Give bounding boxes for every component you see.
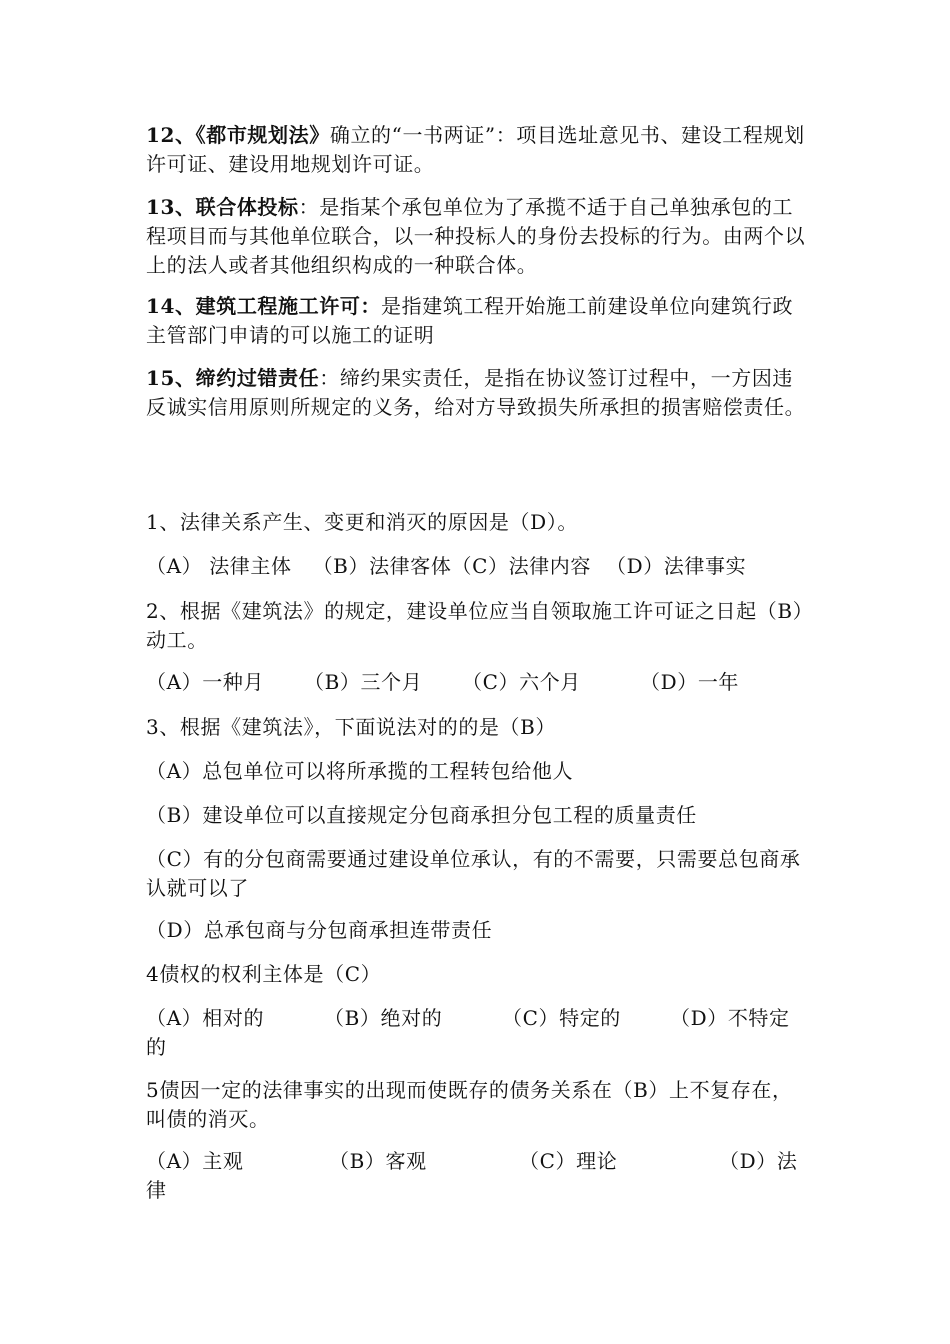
- question-2-options: [146, 668, 810, 697]
- option-a: （A） 法律主体: [146, 554, 292, 578]
- option-b: （B）绝对的: [324, 1006, 443, 1030]
- question-4-options: [146, 1004, 810, 1062]
- definition-15: [146, 364, 810, 422]
- question-1-options: [146, 552, 810, 581]
- option-d: （D）不特定的: [146, 1006, 790, 1059]
- question-3-option-a: （A）总包单位可以将所承揽的工程转包给他人: [146, 759, 574, 783]
- question-1-stem: 1、法律关系产生、变更和消灭的原因是（D）。: [146, 510, 578, 534]
- definition-14: [146, 292, 810, 350]
- question-3-stem: 3、根据《建筑法》，下面说法对的的是（B）: [146, 715, 557, 739]
- question-3-option-d: （D）总承包商与分包商承担连带责任: [146, 918, 493, 942]
- question-5-stem: 5债因一定的法律事实的出现而使既存的债务关系在（B）上不复存在，叫债的消灭。: [146, 1078, 793, 1131]
- definition-body: 确立的“一书两证”：项目选址意见书、建设工程规划许可证、建设用地规划许可证。: [146, 123, 805, 176]
- option-c: （C）法律内容: [451, 554, 591, 578]
- definition-term: 15、缔约过错责任: [146, 366, 320, 390]
- definition-body: ：缔约果实责任，是指在协议签订过程中，一方因违反诚实信用原则所规定的义务，给对方导致损失所承担的损害赔偿责任。: [146, 366, 806, 419]
- question-5-options: [146, 1147, 810, 1205]
- option-c: （C）特定的: [502, 1006, 621, 1030]
- option-a: （A）相对的: [146, 1006, 265, 1030]
- option-a: （A）一种月: [146, 670, 265, 694]
- option-a: （A）主观: [146, 1149, 244, 1173]
- question-4-stem: 4债权的权利主体是（C）: [146, 962, 382, 986]
- option-b: （B）法律客体: [312, 554, 452, 578]
- question-3-option-c: （C）有的分包商需要通过建设单位承认，有的不需要，只需要总包商承认就可以了: [146, 847, 801, 900]
- definition-12: [146, 121, 810, 179]
- option-b: （B）客观: [329, 1149, 427, 1173]
- option-c: （C）理论: [519, 1149, 618, 1173]
- option-d: （D）法律: [146, 1149, 798, 1202]
- definition-term: 12、《都市规划法》: [146, 123, 330, 147]
- definition-13: [146, 193, 810, 280]
- option-c: （C）六个月: [462, 670, 581, 694]
- option-d: （D）法律事实: [605, 554, 747, 578]
- question-2-stem: 2、根据《建筑法》的规定，建设单位应当自领取施工许可证之日起（B）动工。: [146, 599, 804, 652]
- definition-body: ：是指某个承包单位为了承揽不适于自己单独承包的工程项目而与其他单位联合，以一种投标人的身份去投标的行为。由两个以上的法人或者其他组织构成的一种联合体。: [146, 195, 806, 277]
- option-b: （B）三个月: [304, 670, 423, 694]
- question-3-option-b: （B）建设单位可以直接规定分包商承担分包工程的质量责任: [146, 803, 697, 827]
- definition-term: 14、建筑工程施工许可：: [146, 294, 382, 318]
- definition-term: 13、联合体投标: [146, 195, 299, 219]
- definition-body: 是指建筑工程开始施工前建设单位向建筑行政主管部门申请的可以施工的证明: [146, 294, 794, 347]
- option-d: （D）一年: [640, 670, 740, 694]
